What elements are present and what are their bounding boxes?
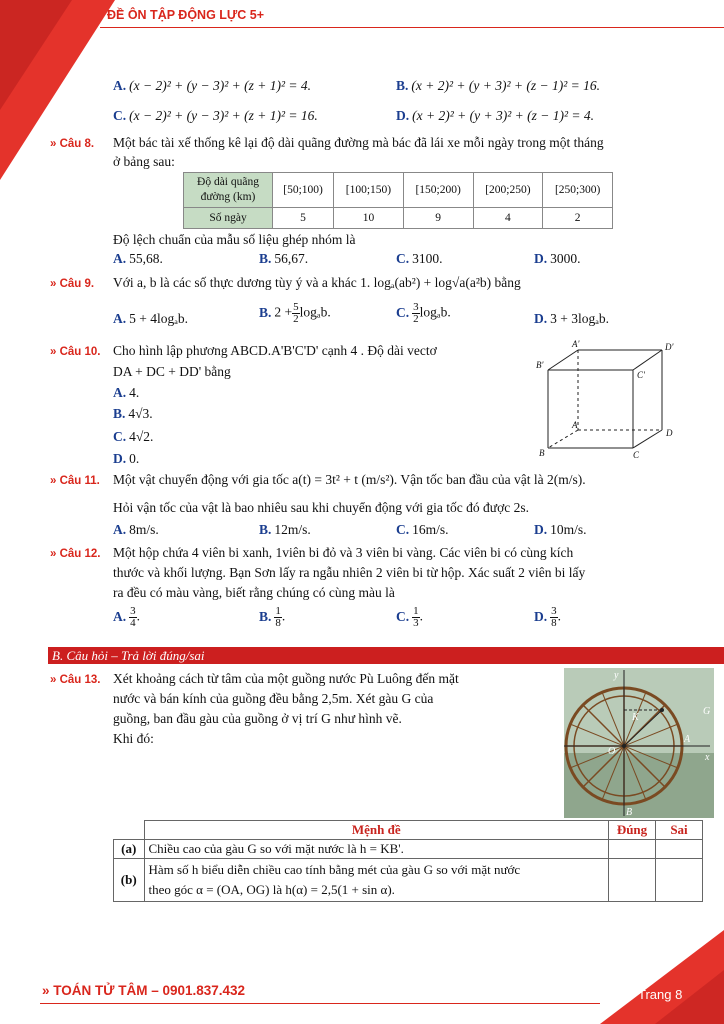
- q11-option-b[interactable]: [259, 522, 311, 538]
- vertex-label: A': [572, 339, 580, 349]
- statement-cell: [144, 840, 609, 859]
- table-header-cell: [184, 173, 273, 208]
- cube-hidden-edge: [548, 430, 578, 448]
- frequency-table: [183, 172, 613, 229]
- option-letter: C.: [113, 108, 127, 123]
- option-text-post: logₐb.: [299, 304, 331, 320]
- q7-option-d[interactable]: [396, 108, 594, 124]
- fraction-denominator: 3: [413, 617, 419, 629]
- vertex-label: C': [637, 370, 645, 380]
- q7-option-c[interactable]: [113, 108, 318, 124]
- table-cell: 5: [273, 208, 334, 229]
- true-false-table: [113, 820, 703, 902]
- cube-edge: [633, 430, 662, 448]
- q12-option-c[interactable]: C. $\frac{1}{3}$ .: [396, 605, 423, 629]
- option-letter: B.: [259, 251, 272, 266]
- section-b-header: B. Câu hỏi – Trả lời đúng/sai: [48, 647, 724, 664]
- table-corner-cell: [114, 821, 145, 840]
- option-letter: D.: [534, 608, 548, 624]
- table-header-line2: đường (km): [200, 191, 256, 203]
- vertex-label: A: [572, 420, 578, 430]
- question-13-text-line1: Xét khoảng cách từ tâm của một guồng nước Pù Luông đến mặt: [113, 671, 459, 686]
- fraction-numerator: 1: [413, 605, 419, 617]
- false-answer-cell[interactable]: [656, 859, 703, 902]
- fraction-numerator: 3: [130, 605, 136, 617]
- option-text: 3000.: [550, 251, 581, 266]
- option-text: 4√2.: [129, 429, 154, 444]
- table-header-cell: Số ngày: [184, 208, 273, 229]
- column-header-statement: Mệnh đề: [144, 821, 609, 840]
- option-letter: A.: [113, 385, 127, 400]
- question-10-label: » Câu 10.: [50, 346, 101, 358]
- question-12-text-line2: thước và khối lượng. Bạn Sơn lấy ra ngẫu nhiên 2 viên bi từ hộp. Xác suất 2 viên bi lấy: [113, 565, 586, 580]
- question-12-text-line1: Một hộp chứa 4 viên bi xanh, 1viên bi đỏ và 3 viên bi vàng. Các viên bi có cùng kích: [113, 545, 574, 560]
- option-text: 3 + 3logₐb.: [550, 311, 610, 326]
- question-10-text-line2: DA + DC + DD' bằng: [113, 364, 231, 379]
- option-letter: D.: [534, 251, 548, 266]
- option-letter: B.: [259, 608, 272, 624]
- vertex-label: B: [539, 448, 545, 458]
- option-letter: A.: [113, 78, 127, 93]
- fraction: [412, 302, 420, 325]
- option-letter: A.: [113, 311, 127, 326]
- q12-option-b[interactable]: B. $\frac{1}{8}$ .: [259, 605, 286, 629]
- q11-option-c[interactable]: [396, 522, 449, 538]
- question-8-prompt: Độ lệch chuẩn của mẫu số liệu ghép nhóm là: [113, 232, 356, 247]
- column-header-true: Đúng: [609, 821, 656, 840]
- cube-edge: [548, 350, 578, 370]
- question-12-label: » Câu 12.: [50, 548, 101, 560]
- question-10-text-line1: Cho hình lập phương ABCD.A'B'C'D' cạnh 4 . Độ dài vectơ: [113, 343, 437, 358]
- question-9-label: » Câu 9.: [50, 278, 95, 290]
- option-text: 55,68.: [129, 251, 163, 266]
- header-title: ĐỀ ÔN TẬP ĐỘNG LỰC 5+: [107, 8, 265, 22]
- q8-option-d[interactable]: [534, 251, 581, 267]
- question-11-text-line1: Một vật chuyển động với gia tốc a(t) = 3t² + t (m/s²). Vận tốc ban đầu của vật là 2(m/s).: [113, 472, 586, 487]
- point-label-a: A: [684, 734, 691, 745]
- option-text: 3100.: [412, 251, 443, 266]
- fraction: [274, 606, 282, 629]
- fraction-denominator: 8: [551, 617, 557, 629]
- q8-option-a[interactable]: [113, 251, 163, 267]
- option-text: 4.: [129, 385, 140, 400]
- option-text: 56,67.: [274, 251, 309, 266]
- fraction-numerator: 5: [293, 301, 299, 313]
- table-cell: [50;100): [273, 173, 334, 208]
- option-text: (x − 2)² + (y − 3)² + (z + 1)² = 16.: [129, 108, 318, 123]
- table-header-line1: Độ dài quãng: [197, 176, 259, 188]
- question-13-text-line2: nước và bán kính của guồng đều bằng 2,5m. Xét gàu G của: [113, 691, 434, 706]
- statement-cell: [144, 859, 609, 902]
- option-text: 12m/s.: [274, 522, 311, 537]
- true-answer-cell[interactable]: [609, 859, 656, 902]
- fraction-numerator: 3: [413, 301, 419, 313]
- q11-option-d[interactable]: [534, 522, 587, 538]
- table-header-row: [114, 821, 703, 840]
- option-letter: C.: [396, 304, 410, 320]
- question-13-label: » Câu 13.: [50, 674, 101, 686]
- point-o: [622, 744, 626, 748]
- option-letter: C.: [113, 429, 127, 444]
- option-text: 4√3.: [128, 406, 153, 421]
- option-text: (x − 2)² + (y − 3)² + (z + 1)² = 4.: [129, 78, 312, 93]
- option-text: 10m/s.: [550, 522, 587, 537]
- statement-text-line1: Hàm số h biểu diễn chiều cao tính bằng mét của gàu G so với mặt nước: [148, 862, 521, 877]
- q7-option-b[interactable]: [396, 78, 600, 94]
- option-text: 5 + 4logₐb.: [129, 311, 189, 326]
- fraction-denominator: 4: [130, 617, 136, 629]
- water-wheel-illustration: [564, 668, 714, 818]
- q8-option-b[interactable]: [259, 251, 308, 267]
- option-letter: C.: [396, 608, 410, 624]
- question-8-text-line1: Một bác tài xế thống kê lại độ dài quãng đường mà bác đã lái xe mỗi ngày trong một tháng: [113, 135, 604, 150]
- option-text: (x + 2)² + (y + 3)² + (z − 1)² = 4.: [412, 108, 595, 123]
- fraction-numerator: 1: [275, 605, 281, 617]
- table-row: [114, 859, 703, 902]
- fraction-denominator: 8: [275, 617, 281, 629]
- table-cell: 2: [543, 208, 613, 229]
- footer-author: » TOÁN TỬ TÂM – 0901.837.432: [42, 983, 246, 998]
- q12-option-a[interactable]: A. $\frac{3}{4}$ .: [113, 605, 140, 629]
- column-header-false: Sai: [656, 821, 703, 840]
- option-letter: D.: [534, 311, 548, 326]
- table-row: [114, 840, 703, 859]
- fraction: [412, 606, 420, 629]
- q9-option-d[interactable]: [534, 311, 609, 327]
- table-cell: [200;250): [473, 173, 543, 208]
- option-letter: D.: [113, 451, 127, 466]
- table-row: [184, 173, 613, 208]
- option-letter: A.: [113, 522, 127, 537]
- true-answer-cell[interactable]: [609, 840, 656, 859]
- option-text: 16m/s.: [412, 522, 449, 537]
- vertex-label: C: [633, 450, 640, 460]
- q7-option-a[interactable]: [113, 78, 311, 94]
- table-cell: 9: [403, 208, 473, 229]
- q9-option-c[interactable]: [396, 302, 451, 325]
- point-label-b: B: [626, 807, 633, 818]
- table-cell: 10: [334, 208, 404, 229]
- q10-option-c[interactable]: [113, 429, 153, 445]
- false-answer-cell[interactable]: [656, 840, 703, 859]
- water-area: [564, 753, 714, 818]
- fraction: [550, 606, 558, 629]
- point-label-g: G: [703, 706, 711, 717]
- cube-diagram: [530, 338, 680, 460]
- question-13-text-line3: guồng, ban đầu gàu của guồng ở vị trí G như hình vẽ.: [113, 711, 402, 726]
- fraction-denominator: 2: [413, 313, 419, 325]
- q10-option-d[interactable]: [113, 451, 139, 467]
- option-letter: D.: [396, 108, 410, 123]
- axis-label-y: y: [614, 670, 619, 681]
- table-cell: 4: [473, 208, 543, 229]
- option-letter: D.: [534, 522, 548, 537]
- fraction-numerator: 3: [551, 605, 557, 617]
- q8-option-c[interactable]: [396, 251, 443, 267]
- point-label-o: O: [608, 746, 616, 757]
- corner-decoration-bottom-right: [600, 930, 724, 1024]
- fraction-denominator: 2: [293, 313, 299, 325]
- q10-option-a[interactable]: [113, 385, 139, 401]
- question-12-text-line3: ra đều có màu vàng, biết rằng chúng có cùng màu là: [113, 585, 395, 600]
- statement-text-line2: theo góc α = (OA, OG) là h(α) = 2,5(1 + sin α).: [148, 882, 395, 897]
- table-cell: [150;200): [403, 173, 473, 208]
- option-letter: B.: [259, 522, 272, 537]
- option-text-pre: 2 +: [274, 304, 293, 320]
- option-letter: A.: [113, 251, 127, 266]
- option-letter: A.: [113, 608, 127, 624]
- q10-option-b[interactable]: [113, 406, 153, 422]
- option-letter: B.: [396, 78, 409, 93]
- option-text: 8m/s.: [129, 522, 159, 537]
- option-text: 0.: [129, 451, 140, 466]
- option-letter: C.: [396, 522, 410, 537]
- question-11-label: » Câu 11.: [50, 475, 100, 487]
- axis-label-x: x: [705, 752, 710, 763]
- table-row: [184, 208, 613, 229]
- vertex-label: D': [665, 342, 674, 352]
- point-label-k: K: [632, 712, 639, 723]
- page-number: Trang 8: [638, 987, 683, 1002]
- option-letter: C.: [396, 251, 410, 266]
- option-letter: B.: [259, 304, 272, 320]
- fraction: [292, 302, 300, 325]
- question-8-label: » Câu 8.: [50, 138, 95, 150]
- q11-option-a[interactable]: [113, 522, 159, 538]
- fraction: [129, 606, 137, 629]
- question-13-text-line4: Khi đó:: [113, 731, 154, 746]
- row-label: (a): [114, 840, 145, 859]
- corner-decoration-top-left: [0, 0, 115, 180]
- table-cell: [100;150): [334, 173, 404, 208]
- cube-edge: [633, 350, 662, 370]
- table-cell: [250;300): [543, 173, 613, 208]
- q9-option-a[interactable]: [113, 311, 188, 327]
- statement-text: Chiều cao của gàu G so với mặt nước là h = KB'.: [148, 841, 404, 856]
- question-9-text: Với a, b là các số thực dương tùy ý và a khác 1. logₐ(ab²) + log√a(a²b) bằng: [113, 275, 521, 290]
- footer-divider: [40, 1003, 600, 1004]
- q9-option-b[interactable]: [259, 302, 331, 325]
- option-text: (x + 2)² + (y + 3)² + (z − 1)² = 16.: [411, 78, 601, 93]
- question-8-text-line2: ở bảng sau:: [113, 154, 175, 169]
- row-label: (b): [114, 859, 145, 902]
- q12-option-d[interactable]: D. $\frac{3}{8}$ .: [534, 605, 561, 629]
- header-divider: [100, 27, 724, 28]
- point-g: [660, 708, 664, 712]
- option-letter: B.: [113, 406, 126, 421]
- option-text-post: logₐb.: [419, 304, 451, 320]
- vertex-label: D: [666, 428, 673, 438]
- vertex-label: B': [536, 360, 544, 370]
- question-11-text-line2: Hỏi vận tốc của vật là bao nhiêu sau khi chuyển động với gia tốc đó được 2s.: [113, 500, 529, 515]
